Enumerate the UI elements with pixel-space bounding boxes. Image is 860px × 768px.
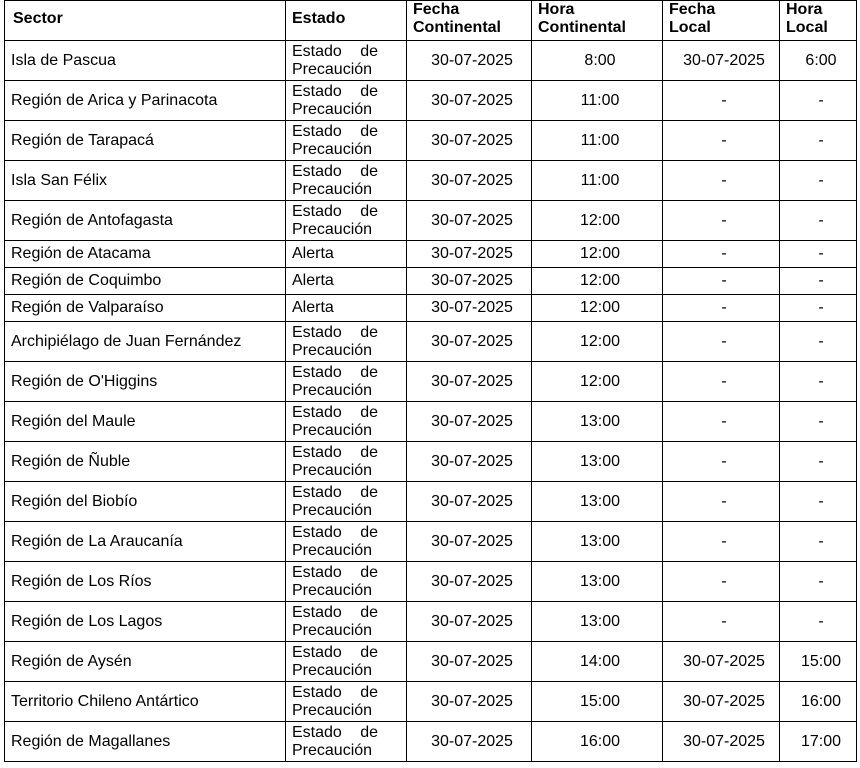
estado-cell xyxy=(286,161,407,201)
estado-line: Precaución xyxy=(292,421,373,439)
fecha-continental-cell: 30-07-2025 xyxy=(407,161,532,201)
estado-line: Precaución xyxy=(292,180,373,198)
estado-cell xyxy=(286,322,407,362)
hora-local-cell: - xyxy=(780,442,857,482)
table-row xyxy=(5,81,857,121)
table-row xyxy=(5,402,857,442)
fecha-local-cell: - xyxy=(663,442,780,482)
estado-cell xyxy=(286,442,407,482)
estado-line: Precaución xyxy=(292,581,373,599)
table-row xyxy=(5,362,857,402)
estado-line: Precaución xyxy=(292,381,373,399)
fecha-continental-cell: 30-07-2025 xyxy=(407,482,532,522)
estado-cell xyxy=(286,81,407,121)
hora-continental-cell: 11:00 xyxy=(532,121,663,161)
fecha-local-cell: - xyxy=(663,121,780,161)
hora-continental-cell: 13:00 xyxy=(532,562,663,602)
estado-line: Precaución xyxy=(292,621,373,639)
estado-cell xyxy=(286,722,407,762)
hora-continental-cell: 11:00 xyxy=(532,161,663,201)
estado-line: Estado de xyxy=(292,323,378,341)
header-row xyxy=(5,1,857,41)
hora-local-cell: - xyxy=(780,241,857,268)
fecha-continental-cell: 30-07-2025 xyxy=(407,722,532,762)
alert-table xyxy=(4,0,857,762)
header-hora-local xyxy=(780,1,857,41)
fecha-local-cell: - xyxy=(663,241,780,268)
table-row xyxy=(5,682,857,722)
fecha-local-cell: - xyxy=(663,295,780,322)
estado-line: Estado de xyxy=(292,42,378,60)
table-row xyxy=(5,522,857,562)
sector-cell: Isla San Félix xyxy=(5,161,286,201)
hora-continental-cell: 12:00 xyxy=(532,322,663,362)
estado-line: Estado de xyxy=(292,443,378,461)
hora-local-cell: - xyxy=(780,161,857,201)
sector-cell: Región de Ñuble xyxy=(5,442,286,482)
fecha-local-cell: 30-07-2025 xyxy=(663,41,780,81)
header-hora-continental xyxy=(532,1,663,41)
estado-line: Estado de xyxy=(292,723,378,741)
hora-local-cell: - xyxy=(780,121,857,161)
sector-cell: Región de Arica y Parinacota xyxy=(5,81,286,121)
fecha-local-cell: - xyxy=(663,562,780,602)
estado-line: Precaución xyxy=(292,140,373,158)
estado-line: Precaución xyxy=(292,661,373,679)
header-line: Hora xyxy=(786,1,823,18)
hora-continental-cell: 16:00 xyxy=(532,722,663,762)
hora-local-cell: 17:00 xyxy=(780,722,857,762)
sector-cell: Región de Atacama xyxy=(5,241,286,268)
fecha-local-cell: - xyxy=(663,81,780,121)
fecha-local-cell: - xyxy=(663,268,780,295)
estado-line: Precaución xyxy=(292,100,373,118)
hora-continental-cell: 13:00 xyxy=(532,442,663,482)
hora-local-cell: - xyxy=(780,295,857,322)
estado-line: Precaución xyxy=(292,541,373,559)
estado-line: Precaución xyxy=(292,501,373,519)
table-row xyxy=(5,482,857,522)
estado-cell xyxy=(286,402,407,442)
fecha-continental-cell: 30-07-2025 xyxy=(407,201,532,241)
sector-cell: Región de Los Lagos xyxy=(5,602,286,642)
hora-local-cell: - xyxy=(780,402,857,442)
header-line: Continental xyxy=(413,19,501,36)
fecha-continental-cell: 30-07-2025 xyxy=(407,402,532,442)
estado-line: Estado de xyxy=(292,403,378,421)
hora-local-cell: - xyxy=(780,268,857,295)
hora-continental-cell: 13:00 xyxy=(532,602,663,642)
hora-continental-cell: 12:00 xyxy=(532,295,663,322)
hora-continental-cell: 12:00 xyxy=(532,241,663,268)
fecha-continental-cell: 30-07-2025 xyxy=(407,241,532,268)
estado-cell xyxy=(286,522,407,562)
estado-line: Estado de xyxy=(292,363,378,381)
hora-local-cell: - xyxy=(780,362,857,402)
hora-local-cell: - xyxy=(780,602,857,642)
table-row xyxy=(5,241,857,268)
fecha-continental-cell: 30-07-2025 xyxy=(407,602,532,642)
header-line: Local xyxy=(786,19,828,36)
table-row xyxy=(5,268,857,295)
estado-line: Estado de xyxy=(292,82,378,100)
estado-line: Estado de xyxy=(292,563,378,581)
sector-cell: Región de La Araucanía xyxy=(5,522,286,562)
header-line: Fecha xyxy=(413,1,460,18)
sector-cell: Región de Antofagasta xyxy=(5,201,286,241)
sector-cell: Región de Aysén xyxy=(5,642,286,682)
table-row xyxy=(5,161,857,201)
estado-cell xyxy=(286,362,407,402)
header-line: Local xyxy=(669,19,711,36)
sector-cell: Región de Tarapacá xyxy=(5,121,286,161)
fecha-local-cell: 30-07-2025 xyxy=(663,682,780,722)
sector-cell: Región de Los Ríos xyxy=(5,562,286,602)
estado-cell xyxy=(286,642,407,682)
hora-continental-cell: 11:00 xyxy=(532,81,663,121)
estado-line: Estado de xyxy=(292,122,378,140)
table-row xyxy=(5,295,857,322)
estado-line: Precaución xyxy=(292,341,373,359)
sector-cell: Región de Magallanes xyxy=(5,722,286,762)
hora-local-cell: 6:00 xyxy=(780,41,857,81)
fecha-continental-cell: 30-07-2025 xyxy=(407,268,532,295)
sector-cell: Archipiélago de Juan Fernández xyxy=(5,322,286,362)
estado-line: Estado de xyxy=(292,643,378,661)
hora-local-cell: 15:00 xyxy=(780,642,857,682)
hora-continental-cell: 12:00 xyxy=(532,362,663,402)
hora-local-cell: - xyxy=(780,562,857,602)
fecha-continental-cell: 30-07-2025 xyxy=(407,121,532,161)
estado-line: Precaución xyxy=(292,220,373,238)
hora-local-cell: - xyxy=(780,522,857,562)
fecha-continental-cell: 30-07-2025 xyxy=(407,682,532,722)
sector-cell: Región de Valparaíso xyxy=(5,295,286,322)
sector-cell: Territorio Chileno Antártico xyxy=(5,682,286,722)
hora-continental-cell: 8:00 xyxy=(532,41,663,81)
fecha-continental-cell: 30-07-2025 xyxy=(407,442,532,482)
header-line: Continental xyxy=(538,19,626,36)
estado-line: Precaución xyxy=(292,60,373,78)
fecha-continental-cell: 30-07-2025 xyxy=(407,522,532,562)
sector-cell: Región de O'Higgins xyxy=(5,362,286,402)
estado-cell: Alerta xyxy=(286,241,407,268)
fecha-local-cell: - xyxy=(663,161,780,201)
estado-line: Estado de xyxy=(292,202,378,220)
fecha-continental-cell: 30-07-2025 xyxy=(407,642,532,682)
table-row xyxy=(5,562,857,602)
fecha-continental-cell: 30-07-2025 xyxy=(407,322,532,362)
hora-local-cell: - xyxy=(780,482,857,522)
table-row xyxy=(5,602,857,642)
estado-cell xyxy=(286,482,407,522)
estado-line: Estado de xyxy=(292,603,378,621)
hora-continental-cell: 12:00 xyxy=(532,201,663,241)
header-sector: Sector xyxy=(5,1,286,41)
estado-line: Precaución xyxy=(292,701,373,719)
sector-cell: Isla de Pascua xyxy=(5,41,286,81)
table-row xyxy=(5,442,857,482)
fecha-local-cell: - xyxy=(663,522,780,562)
hora-continental-cell: 13:00 xyxy=(532,482,663,522)
hora-continental-cell: 15:00 xyxy=(532,682,663,722)
sector-cell: Región de Coquimbo xyxy=(5,268,286,295)
fecha-local-cell: - xyxy=(663,482,780,522)
hora-local-cell: - xyxy=(780,322,857,362)
header-fecha-local xyxy=(663,1,780,41)
fecha-local-cell: - xyxy=(663,402,780,442)
table-row xyxy=(5,121,857,161)
header-line: Hora xyxy=(538,1,575,18)
header-fecha-continental xyxy=(407,1,532,41)
header-estado: Estado xyxy=(286,1,407,41)
estado-cell xyxy=(286,41,407,81)
fecha-continental-cell: 30-07-2025 xyxy=(407,81,532,121)
hora-continental-cell: 13:00 xyxy=(532,402,663,442)
hora-continental-cell: 12:00 xyxy=(532,268,663,295)
fecha-continental-cell: 30-07-2025 xyxy=(407,362,532,402)
estado-line: Estado de xyxy=(292,162,378,180)
estado-line: Precaución xyxy=(292,741,373,759)
table-body xyxy=(5,41,857,762)
hora-continental-cell: 13:00 xyxy=(532,522,663,562)
estado-line: Estado de xyxy=(292,523,378,541)
table-row xyxy=(5,322,857,362)
hora-continental-cell: 14:00 xyxy=(532,642,663,682)
fecha-continental-cell: 30-07-2025 xyxy=(407,41,532,81)
hora-local-cell: - xyxy=(780,201,857,241)
sector-cell: Región del Biobío xyxy=(5,482,286,522)
estado-cell xyxy=(286,562,407,602)
fecha-local-cell: - xyxy=(663,201,780,241)
estado-cell xyxy=(286,121,407,161)
estado-line: Estado de xyxy=(292,683,378,701)
estado-line: Estado de xyxy=(292,483,378,501)
table-row xyxy=(5,722,857,762)
table-row xyxy=(5,642,857,682)
estado-cell: Alerta xyxy=(286,268,407,295)
fecha-continental-cell: 30-07-2025 xyxy=(407,562,532,602)
fecha-local-cell: - xyxy=(663,322,780,362)
table-row xyxy=(5,41,857,81)
fecha-local-cell: - xyxy=(663,362,780,402)
header-line: Fecha xyxy=(669,1,716,18)
hora-local-cell: 16:00 xyxy=(780,682,857,722)
fecha-local-cell: 30-07-2025 xyxy=(663,722,780,762)
hora-local-cell: - xyxy=(780,81,857,121)
estado-cell xyxy=(286,201,407,241)
fecha-local-cell: 30-07-2025 xyxy=(663,642,780,682)
table-row xyxy=(5,201,857,241)
estado-cell: Alerta xyxy=(286,295,407,322)
estado-cell xyxy=(286,682,407,722)
estado-cell xyxy=(286,602,407,642)
fecha-local-cell: - xyxy=(663,602,780,642)
sector-cell: Región del Maule xyxy=(5,402,286,442)
fecha-continental-cell: 30-07-2025 xyxy=(407,295,532,322)
estado-line: Precaución xyxy=(292,461,373,479)
